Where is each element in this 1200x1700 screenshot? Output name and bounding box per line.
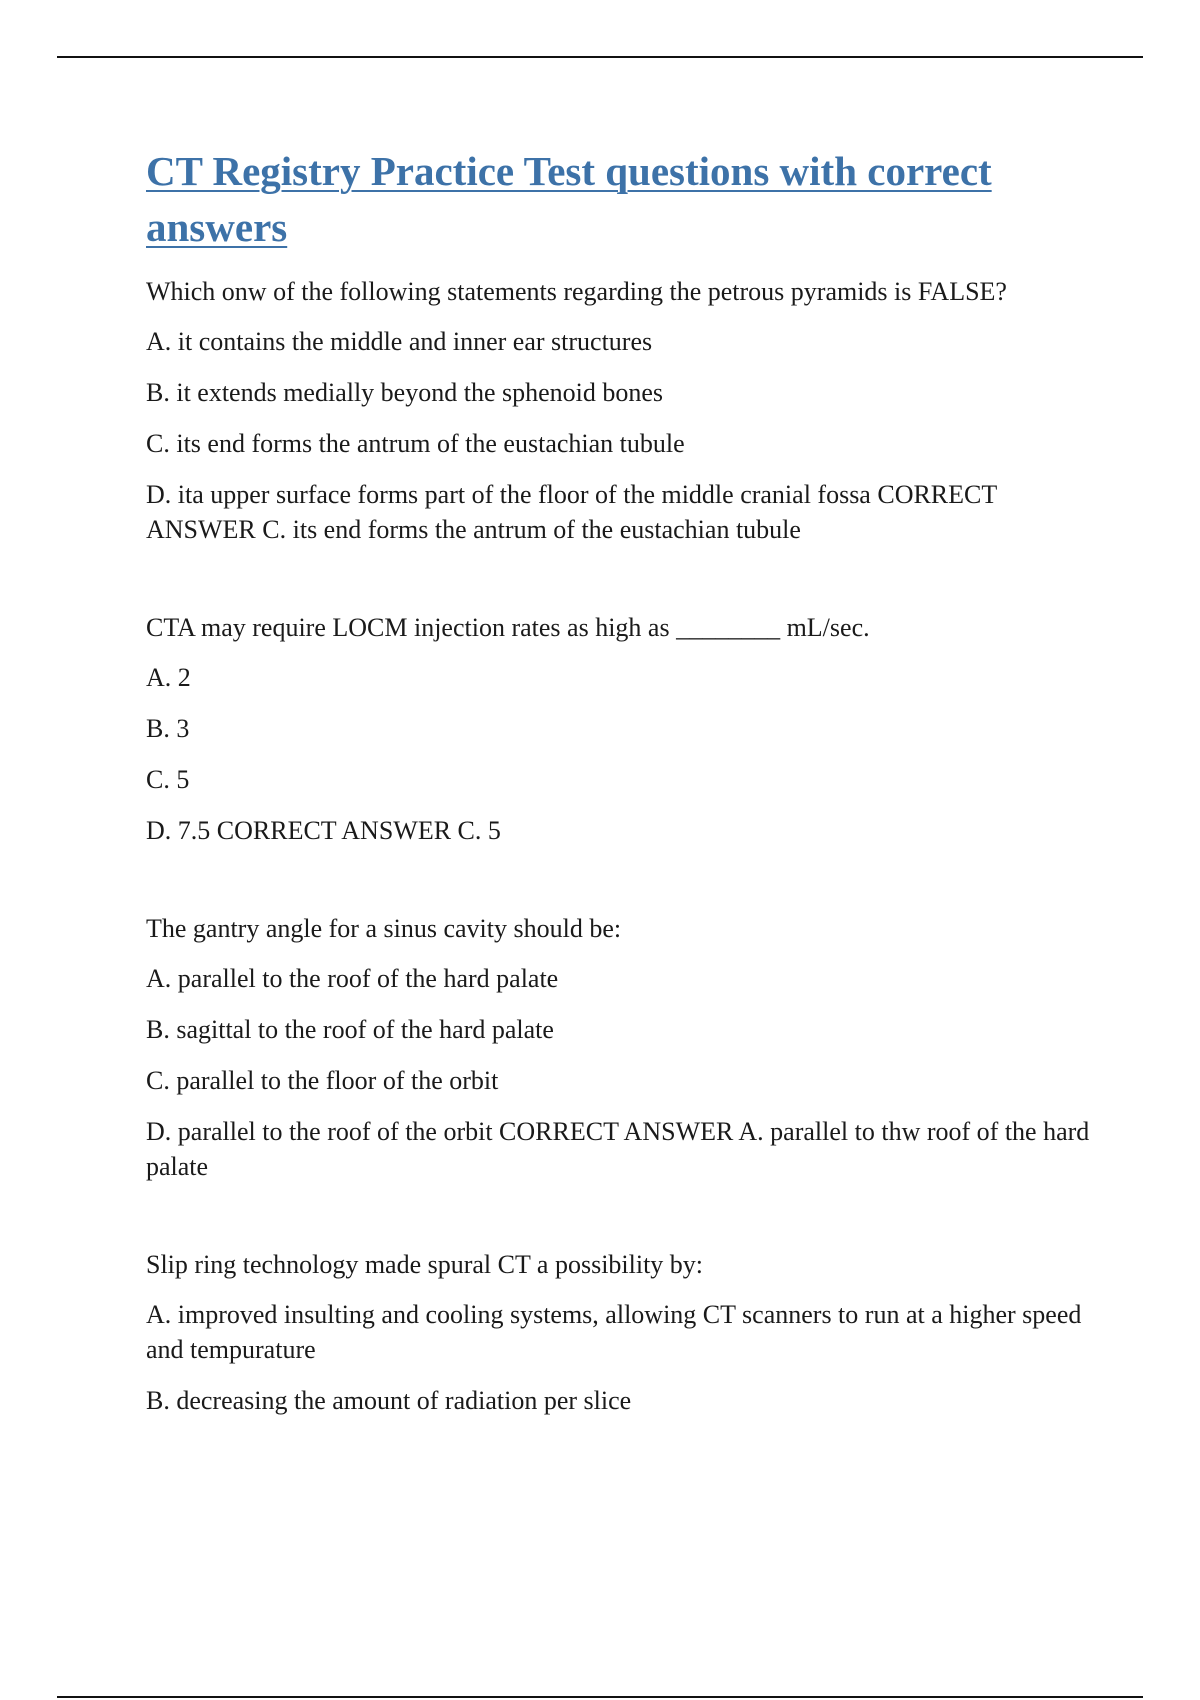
footer-rule — [57, 1696, 1143, 1698]
question-stem: The gantry angle for a sinus cavity should be: — [146, 914, 622, 943]
answer-option: B. sagittal to the roof of the hard palate — [146, 1015, 554, 1044]
header-rule — [57, 56, 1143, 58]
answer-option: C. 5 — [146, 765, 190, 794]
answer-option: A. it contains the middle and inner ear structures — [146, 327, 653, 356]
answer-option: A. 2 — [146, 663, 191, 692]
answer-option-with-correct-answer: D. ita upper surface forms part of the floor of the middle cranial fossa CORRECT ANSWER C. its end forms the antrum of the eustachian tubule — [146, 480, 997, 544]
question-stem: CTA may require LOCM injection rates as high as ________ mL/sec. — [146, 613, 870, 642]
question-3 — [146, 911, 1096, 1184]
answer-option-with-correct-answer: D. parallel to the roof of the orbit CORRECT ANSWER A. parallel to thw roof of the hard palate — [146, 1117, 1090, 1181]
answer-option: B. decreasing the amount of radiation per slice — [146, 1386, 632, 1415]
answer-option: B. 3 — [146, 714, 190, 743]
document-title: CT Registry Practice Test questions with correct answers — [146, 148, 992, 250]
question-stem: Which onw of the following statements regarding the petrous pyramids is FALSE? — [146, 277, 1007, 306]
question-1 — [146, 274, 1096, 547]
question-stem: Slip ring technology made spural CT a possibility by: — [146, 1250, 704, 1279]
answer-option: C. its end forms the antrum of the eustachian tubule — [146, 429, 685, 458]
answer-option-with-correct-answer: D. 7.5 CORRECT ANSWER C. 5 — [146, 816, 501, 845]
answer-option: A. parallel to the roof of the hard palate — [146, 964, 559, 993]
answer-option: B. it extends medially beyond the sphenoid bones — [146, 378, 664, 407]
question-4 — [146, 1247, 1096, 1418]
answer-option: C. parallel to the floor of the orbit — [146, 1066, 499, 1095]
answer-option: A. improved insulting and cooling systems, allowing CT scanners to run at a higher speed and tempurature — [146, 1300, 1082, 1364]
question-2 — [146, 610, 1096, 848]
document-body — [146, 143, 1096, 1481]
